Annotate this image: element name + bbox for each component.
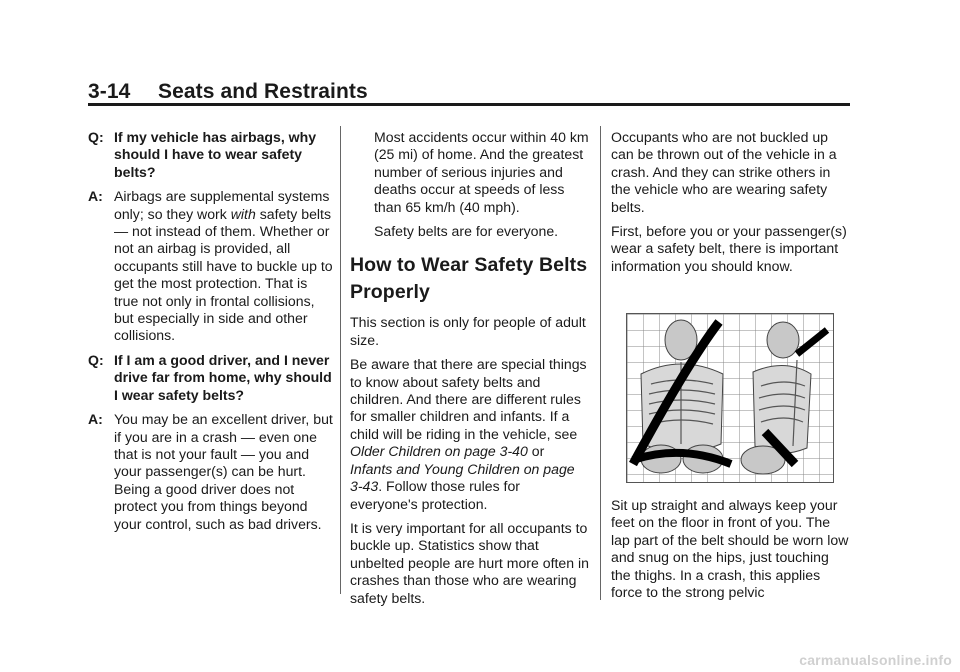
page-reference-link[interactable]: Infants and Young Children on page 3-43 bbox=[350, 460, 575, 495]
safety-belt-illustration bbox=[626, 313, 834, 483]
answer-label: A: bbox=[88, 411, 103, 428]
answer-label: A: bbox=[88, 188, 103, 205]
question-text: If I am a good driver, and I never drive far from home, why should I wear safety belts? bbox=[114, 351, 332, 403]
answer-emphasis: with bbox=[230, 205, 256, 222]
watermark: carmanualsonline.info bbox=[799, 652, 952, 668]
answer-text: Airbags are supplemental systems only; so they work bbox=[114, 188, 330, 222]
column-3-continued bbox=[611, 497, 851, 608]
question-label: Q: bbox=[88, 129, 104, 145]
answer-2 bbox=[88, 411, 333, 533]
page-header bbox=[88, 80, 850, 104]
paragraph: Occupants who are not buckled up can be thrown out of the vehicle in a crash. And they can strike others in the vehicle who are wearing safety belts. bbox=[611, 129, 837, 215]
paragraph: First, before you or your passenger(s) wear a safety belt, there is important information you should know. bbox=[611, 223, 847, 274]
answer-text: You may be an excellent driver, but if you are in a crash — even one that is not your fault — you and your passenger(s) can be hurt. Being a good driver does not protect you from things beyond your control, such as bad drivers. bbox=[114, 411, 333, 532]
skeleton-belt-icon bbox=[627, 314, 833, 482]
paragraph: Most accidents occur within 40 km (25 mi) of home. And the greatest number of serious injuries and deaths occur at speeds of less than 65 km/h (40 mph). bbox=[374, 129, 589, 215]
question-text: If my vehicle has airbags, why should I have to wear safety belts? bbox=[114, 129, 317, 180]
text: . Follow those rules for everyone's protection. bbox=[350, 478, 520, 512]
text: or bbox=[527, 443, 545, 460]
paragraph-with-references bbox=[350, 356, 590, 513]
column-divider-2 bbox=[600, 126, 601, 600]
header-rule bbox=[88, 103, 850, 106]
column-1 bbox=[88, 129, 333, 540]
section-title: Seats and Restraints bbox=[158, 80, 368, 103]
answer-text-cont: safety belts — not instead of them. Whether or not an airbag is provided, all occupants still have to buckle up to get the most protection. That is true not only in frontal collisions, but especially in side and other collisions. bbox=[114, 205, 333, 344]
question-2 bbox=[88, 352, 333, 404]
paragraph: Safety belts are for everyone. bbox=[374, 223, 559, 240]
section-heading: How to Wear Safety Belts Properly bbox=[350, 254, 588, 304]
paragraph: Sit up straight and always keep your feet on the floor in front of you. The lap part of the belt should be worn low and snug on the hips, just touching the thighs. In a crash, this applies force to the strong pelvic bbox=[611, 497, 849, 601]
paragraph: It is very important for all occupants to buckle up. Statistics show that unbelted people are hurt more often in crashes than those who are wearing safety belts. bbox=[350, 519, 589, 606]
question-1 bbox=[88, 129, 333, 181]
paragraph: This section is only for people of adult size. bbox=[350, 314, 586, 348]
page-reference-link[interactable]: Older Children on page 3-40 bbox=[350, 443, 528, 460]
question-label: Q: bbox=[88, 351, 104, 368]
answer-1 bbox=[88, 188, 333, 345]
page-number: 3-14 bbox=[88, 80, 131, 103]
column-divider-1 bbox=[340, 126, 341, 594]
column-3 bbox=[611, 129, 851, 282]
column-2 bbox=[350, 129, 590, 614]
text: Be aware that there are special things to know about safety belts and children. And there are different rules for smaller children and infants. If a child will be riding in the vehicle, see bbox=[350, 356, 587, 442]
